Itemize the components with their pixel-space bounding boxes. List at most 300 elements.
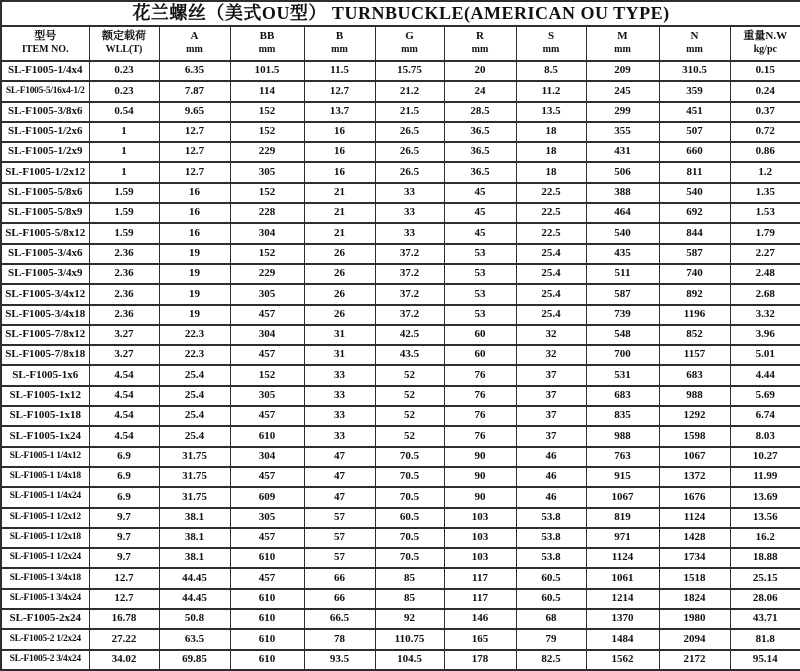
cell-r: 90 bbox=[444, 447, 516, 467]
cell-item: SL-F1005-1 1/4x24 bbox=[1, 487, 89, 507]
cell-r: 28.5 bbox=[444, 102, 516, 122]
table-row bbox=[1, 325, 800, 345]
cell-nw: 5.01 bbox=[730, 345, 800, 365]
cell-a: 19 bbox=[159, 264, 230, 284]
cell-r: 36.5 bbox=[444, 142, 516, 162]
cell-b: 21 bbox=[304, 203, 375, 223]
cell-s: 53.8 bbox=[516, 508, 586, 528]
cell-b: 16 bbox=[304, 162, 375, 182]
cell-r: 45 bbox=[444, 183, 516, 203]
cell-wll: 4.54 bbox=[89, 365, 159, 385]
cell-bb: 610 bbox=[230, 426, 304, 446]
cell-wll: 4.54 bbox=[89, 386, 159, 406]
cell-item: SL-F1005-1x18 bbox=[1, 406, 89, 426]
cell-item: SL-F1005-1/2x6 bbox=[1, 122, 89, 142]
cell-g: 70.5 bbox=[375, 487, 444, 507]
cell-s: 37 bbox=[516, 365, 586, 385]
cell-bb: 304 bbox=[230, 223, 304, 243]
cell-nw: 0.24 bbox=[730, 81, 800, 101]
column-header-unit-label: kg/pc bbox=[753, 44, 777, 56]
cell-wll: 3.27 bbox=[89, 345, 159, 365]
column-header-unit-label: mm bbox=[542, 44, 560, 56]
cell-s: 25.4 bbox=[516, 264, 586, 284]
cell-bb: 304 bbox=[230, 325, 304, 345]
cell-s: 8.5 bbox=[516, 61, 586, 81]
cell-a: 16 bbox=[159, 183, 230, 203]
cell-b: 47 bbox=[304, 447, 375, 467]
cell-g: 70.5 bbox=[375, 528, 444, 548]
table-row bbox=[1, 183, 800, 203]
cell-item: SL-F1005-3/4x12 bbox=[1, 284, 89, 304]
cell-wll: 6.9 bbox=[89, 447, 159, 467]
cell-a: 25.4 bbox=[159, 386, 230, 406]
cell-nw: 13.56 bbox=[730, 508, 800, 528]
cell-m: 1124 bbox=[586, 548, 659, 568]
cell-r: 60 bbox=[444, 345, 516, 365]
cell-g: 37.2 bbox=[375, 244, 444, 264]
cell-a: 69.85 bbox=[159, 650, 230, 670]
cell-item: SL-F1005-3/4x9 bbox=[1, 264, 89, 284]
cell-wll: 9.7 bbox=[89, 508, 159, 528]
cell-g: 85 bbox=[375, 589, 444, 609]
cell-s: 13.5 bbox=[516, 102, 586, 122]
cell-s: 22.5 bbox=[516, 203, 586, 223]
cell-n: 1067 bbox=[659, 447, 730, 467]
cell-n: 507 bbox=[659, 122, 730, 142]
cell-n: 1428 bbox=[659, 528, 730, 548]
column-header-top-label: 型号 bbox=[34, 30, 57, 43]
column-header-top-label: 重量N.W bbox=[743, 30, 788, 43]
cell-wll: 1.59 bbox=[89, 223, 159, 243]
cell-n: 1292 bbox=[659, 406, 730, 426]
cell-bb: 152 bbox=[230, 183, 304, 203]
cell-wll: 2.36 bbox=[89, 284, 159, 304]
cell-b: 31 bbox=[304, 325, 375, 345]
cell-r: 90 bbox=[444, 467, 516, 487]
cell-wll: 12.7 bbox=[89, 568, 159, 588]
cell-g: 37.2 bbox=[375, 284, 444, 304]
cell-g: 33 bbox=[375, 223, 444, 243]
table-row bbox=[1, 365, 800, 385]
column-header-unit-label: mm bbox=[401, 44, 418, 56]
table-row bbox=[1, 609, 800, 629]
cell-bb: 610 bbox=[230, 589, 304, 609]
cell-bb: 152 bbox=[230, 244, 304, 264]
cell-r: 53 bbox=[444, 305, 516, 325]
cell-m: 915 bbox=[586, 467, 659, 487]
cell-bb: 228 bbox=[230, 203, 304, 223]
cell-b: 26 bbox=[304, 244, 375, 264]
cell-item: SL-F1005-1 3/4x18 bbox=[1, 568, 89, 588]
cell-item: SL-F1005-1x12 bbox=[1, 386, 89, 406]
cell-item: SL-F1005-3/4x6 bbox=[1, 244, 89, 264]
cell-n: 1124 bbox=[659, 508, 730, 528]
cell-a: 22.3 bbox=[159, 325, 230, 345]
table-row bbox=[1, 203, 800, 223]
cell-g: 52 bbox=[375, 426, 444, 446]
column-header-top-label: 额定载荷 bbox=[102, 30, 146, 43]
cell-g: 70.5 bbox=[375, 467, 444, 487]
cell-wll: 34.02 bbox=[89, 650, 159, 670]
column-header-unit-label: mm bbox=[614, 44, 631, 56]
cell-r: 45 bbox=[444, 223, 516, 243]
cell-m: 464 bbox=[586, 203, 659, 223]
cell-nw: 95.14 bbox=[730, 650, 800, 670]
cell-r: 53 bbox=[444, 244, 516, 264]
table-row bbox=[1, 650, 800, 670]
cell-g: 26.5 bbox=[375, 122, 444, 142]
cell-nw: 11.99 bbox=[730, 467, 800, 487]
cell-nw: 0.15 bbox=[730, 61, 800, 81]
cell-wll: 27.22 bbox=[89, 629, 159, 649]
column-header-unit-label: mm bbox=[471, 44, 489, 56]
cell-a: 19 bbox=[159, 305, 230, 325]
cell-a: 31.75 bbox=[159, 487, 230, 507]
cell-wll: 12.7 bbox=[89, 589, 159, 609]
cell-b: 57 bbox=[304, 548, 375, 568]
column-header-item bbox=[1, 26, 89, 61]
table-row bbox=[1, 568, 800, 588]
cell-wll: 0.23 bbox=[89, 81, 159, 101]
cell-g: 33 bbox=[375, 183, 444, 203]
column-header-a bbox=[159, 26, 230, 61]
cell-n: 692 bbox=[659, 203, 730, 223]
cell-a: 25.4 bbox=[159, 426, 230, 446]
cell-s: 37 bbox=[516, 406, 586, 426]
cell-s: 37 bbox=[516, 386, 586, 406]
cell-bb: 609 bbox=[230, 487, 304, 507]
cell-item: SL-F1005-1 1/4x18 bbox=[1, 467, 89, 487]
cell-m: 700 bbox=[586, 345, 659, 365]
cell-wll: 1.59 bbox=[89, 203, 159, 223]
table-row bbox=[1, 81, 800, 101]
cell-n: 1372 bbox=[659, 467, 730, 487]
cell-b: 13.7 bbox=[304, 102, 375, 122]
cell-b: 26 bbox=[304, 284, 375, 304]
cell-m: 431 bbox=[586, 142, 659, 162]
cell-s: 22.5 bbox=[516, 183, 586, 203]
cell-item: SL-F1005-2x24 bbox=[1, 609, 89, 629]
cell-a: 31.75 bbox=[159, 447, 230, 467]
cell-g: 104.5 bbox=[375, 650, 444, 670]
table-row bbox=[1, 162, 800, 182]
cell-nw: 81.8 bbox=[730, 629, 800, 649]
cell-b: 47 bbox=[304, 487, 375, 507]
cell-nw: 0.37 bbox=[730, 102, 800, 122]
cell-b: 16 bbox=[304, 142, 375, 162]
cell-bb: 152 bbox=[230, 122, 304, 142]
cell-g: 26.5 bbox=[375, 142, 444, 162]
cell-b: 12.7 bbox=[304, 81, 375, 101]
cell-m: 388 bbox=[586, 183, 659, 203]
cell-b: 33 bbox=[304, 406, 375, 426]
table-row bbox=[1, 305, 800, 325]
cell-b: 47 bbox=[304, 467, 375, 487]
column-header-top-label: M bbox=[617, 30, 628, 43]
cell-nw: 4.44 bbox=[730, 365, 800, 385]
cell-s: 25.4 bbox=[516, 244, 586, 264]
cell-wll: 9.7 bbox=[89, 548, 159, 568]
cell-n: 844 bbox=[659, 223, 730, 243]
cell-r: 60 bbox=[444, 325, 516, 345]
cell-g: 52 bbox=[375, 406, 444, 426]
table-row bbox=[1, 284, 800, 304]
cell-n: 1196 bbox=[659, 305, 730, 325]
cell-m: 1214 bbox=[586, 589, 659, 609]
cell-n: 660 bbox=[659, 142, 730, 162]
cell-bb: 610 bbox=[230, 629, 304, 649]
cell-g: 37.2 bbox=[375, 264, 444, 284]
cell-wll: 4.54 bbox=[89, 406, 159, 426]
cell-wll: 1 bbox=[89, 122, 159, 142]
cell-m: 435 bbox=[586, 244, 659, 264]
cell-n: 740 bbox=[659, 264, 730, 284]
cell-r: 103 bbox=[444, 508, 516, 528]
cell-nw: 43.71 bbox=[730, 609, 800, 629]
cell-item: SL-F1005-1/2x12 bbox=[1, 162, 89, 182]
column-header-nw bbox=[730, 26, 800, 61]
cell-nw: 1.2 bbox=[730, 162, 800, 182]
title-row bbox=[1, 1, 800, 26]
cell-r: 165 bbox=[444, 629, 516, 649]
column-header-top-label: R bbox=[476, 30, 484, 43]
table-row bbox=[1, 142, 800, 162]
cell-nw: 16.2 bbox=[730, 528, 800, 548]
column-header-unit-label: mm bbox=[186, 44, 203, 56]
table-body bbox=[1, 61, 800, 670]
cell-g: 70.5 bbox=[375, 548, 444, 568]
cell-m: 209 bbox=[586, 61, 659, 81]
cell-bb: 101.5 bbox=[230, 61, 304, 81]
cell-nw: 25.15 bbox=[730, 568, 800, 588]
cell-r: 53 bbox=[444, 284, 516, 304]
cell-wll: 9.7 bbox=[89, 528, 159, 548]
cell-r: 103 bbox=[444, 548, 516, 568]
table-row bbox=[1, 589, 800, 609]
cell-b: 21 bbox=[304, 183, 375, 203]
cell-g: 110.75 bbox=[375, 629, 444, 649]
cell-s: 53.8 bbox=[516, 528, 586, 548]
column-header-unit-label: mm bbox=[686, 44, 703, 56]
cell-r: 76 bbox=[444, 426, 516, 446]
page-title: 花兰螺丝（美式OU型） TURNBUCKLE(AMERICAN OU TYPE) bbox=[1, 1, 800, 26]
cell-bb: 305 bbox=[230, 508, 304, 528]
cell-n: 1980 bbox=[659, 609, 730, 629]
cell-r: 103 bbox=[444, 528, 516, 548]
table-row bbox=[1, 386, 800, 406]
column-header-unit-label: mm bbox=[331, 44, 348, 56]
cell-wll: 6.9 bbox=[89, 487, 159, 507]
cell-n: 1157 bbox=[659, 345, 730, 365]
column-header-s bbox=[516, 26, 586, 61]
cell-a: 12.7 bbox=[159, 162, 230, 182]
cell-a: 25.4 bbox=[159, 406, 230, 426]
cell-item: SL-F1005-1 1/2x18 bbox=[1, 528, 89, 548]
cell-g: 52 bbox=[375, 365, 444, 385]
cell-s: 37 bbox=[516, 426, 586, 446]
cell-a: 44.45 bbox=[159, 589, 230, 609]
cell-m: 763 bbox=[586, 447, 659, 467]
cell-g: 37.2 bbox=[375, 305, 444, 325]
cell-item: SL-F1005-5/8x12 bbox=[1, 223, 89, 243]
cell-n: 540 bbox=[659, 183, 730, 203]
cell-m: 1562 bbox=[586, 650, 659, 670]
cell-bb: 305 bbox=[230, 162, 304, 182]
column-header-n bbox=[659, 26, 730, 61]
cell-a: 22.3 bbox=[159, 345, 230, 365]
cell-s: 46 bbox=[516, 447, 586, 467]
cell-a: 19 bbox=[159, 284, 230, 304]
cell-a: 63.5 bbox=[159, 629, 230, 649]
table-row bbox=[1, 548, 800, 568]
cell-bb: 610 bbox=[230, 650, 304, 670]
cell-s: 46 bbox=[516, 467, 586, 487]
cell-a: 16 bbox=[159, 223, 230, 243]
cell-b: 57 bbox=[304, 528, 375, 548]
cell-nw: 10.27 bbox=[730, 447, 800, 467]
cell-m: 587 bbox=[586, 284, 659, 304]
cell-n: 1676 bbox=[659, 487, 730, 507]
cell-r: 45 bbox=[444, 203, 516, 223]
table-row bbox=[1, 61, 800, 81]
cell-a: 6.35 bbox=[159, 61, 230, 81]
cell-bb: 114 bbox=[230, 81, 304, 101]
cell-item: SL-F1005-7/8x18 bbox=[1, 345, 89, 365]
cell-nw: 2.27 bbox=[730, 244, 800, 264]
cell-bb: 305 bbox=[230, 386, 304, 406]
cell-nw: 0.72 bbox=[730, 122, 800, 142]
cell-s: 32 bbox=[516, 325, 586, 345]
cell-bb: 457 bbox=[230, 528, 304, 548]
column-header-top-label: A bbox=[190, 30, 199, 43]
cell-item: SL-F1005-1 1/4x12 bbox=[1, 447, 89, 467]
table-row bbox=[1, 406, 800, 426]
cell-g: 52 bbox=[375, 386, 444, 406]
column-header-wll bbox=[89, 26, 159, 61]
cell-nw: 13.69 bbox=[730, 487, 800, 507]
cell-m: 739 bbox=[586, 305, 659, 325]
cell-r: 146 bbox=[444, 609, 516, 629]
cell-r: 24 bbox=[444, 81, 516, 101]
cell-r: 53 bbox=[444, 264, 516, 284]
cell-a: 9.65 bbox=[159, 102, 230, 122]
cell-m: 988 bbox=[586, 426, 659, 446]
cell-b: 11.5 bbox=[304, 61, 375, 81]
table-row bbox=[1, 447, 800, 467]
cell-b: 57 bbox=[304, 508, 375, 528]
cell-r: 36.5 bbox=[444, 122, 516, 142]
cell-b: 16 bbox=[304, 122, 375, 142]
cell-s: 18 bbox=[516, 122, 586, 142]
cell-r: 20 bbox=[444, 61, 516, 81]
cell-a: 16 bbox=[159, 203, 230, 223]
column-header-top-label: N bbox=[690, 30, 699, 43]
cell-r: 117 bbox=[444, 589, 516, 609]
cell-wll: 0.23 bbox=[89, 61, 159, 81]
cell-n: 2094 bbox=[659, 629, 730, 649]
column-header-bb bbox=[230, 26, 304, 61]
column-header-top-label: BB bbox=[259, 30, 275, 43]
cell-nw: 8.03 bbox=[730, 426, 800, 446]
cell-s: 22.5 bbox=[516, 223, 586, 243]
table-row bbox=[1, 426, 800, 446]
cell-wll: 2.36 bbox=[89, 244, 159, 264]
cell-g: 43.5 bbox=[375, 345, 444, 365]
cell-r: 117 bbox=[444, 568, 516, 588]
cell-s: 32 bbox=[516, 345, 586, 365]
cell-nw: 2.48 bbox=[730, 264, 800, 284]
cell-nw: 1.35 bbox=[730, 183, 800, 203]
cell-nw: 0.86 bbox=[730, 142, 800, 162]
table-header bbox=[1, 1, 800, 61]
cell-item: SL-F1005-1/4x4 bbox=[1, 61, 89, 81]
cell-b: 93.5 bbox=[304, 650, 375, 670]
cell-n: 310.5 bbox=[659, 61, 730, 81]
cell-r: 76 bbox=[444, 406, 516, 426]
cell-g: 60.5 bbox=[375, 508, 444, 528]
table-row bbox=[1, 244, 800, 264]
cell-a: 19 bbox=[159, 244, 230, 264]
table-row bbox=[1, 264, 800, 284]
table-row bbox=[1, 528, 800, 548]
cell-item: SL-F1005-1x24 bbox=[1, 426, 89, 446]
column-header-row bbox=[1, 26, 800, 61]
cell-item: SL-F1005-5/16x4-1/2 bbox=[1, 81, 89, 101]
table-row bbox=[1, 102, 800, 122]
cell-a: 7.87 bbox=[159, 81, 230, 101]
table-row bbox=[1, 487, 800, 507]
cell-n: 683 bbox=[659, 365, 730, 385]
table-row bbox=[1, 223, 800, 243]
cell-r: 36.5 bbox=[444, 162, 516, 182]
cell-bb: 457 bbox=[230, 305, 304, 325]
cell-g: 33 bbox=[375, 203, 444, 223]
table-row bbox=[1, 629, 800, 649]
cell-a: 38.1 bbox=[159, 548, 230, 568]
cell-r: 178 bbox=[444, 650, 516, 670]
cell-m: 531 bbox=[586, 365, 659, 385]
column-header-g bbox=[375, 26, 444, 61]
cell-wll: 0.54 bbox=[89, 102, 159, 122]
cell-n: 1824 bbox=[659, 589, 730, 609]
column-header-unit-label: ITEM NO. bbox=[21, 44, 69, 56]
cell-bb: 610 bbox=[230, 609, 304, 629]
cell-n: 1734 bbox=[659, 548, 730, 568]
column-header-top-label: G bbox=[405, 30, 414, 43]
cell-g: 92 bbox=[375, 609, 444, 629]
cell-wll: 4.54 bbox=[89, 426, 159, 446]
cell-b: 26 bbox=[304, 305, 375, 325]
cell-s: 18 bbox=[516, 142, 586, 162]
cell-g: 85 bbox=[375, 568, 444, 588]
cell-s: 46 bbox=[516, 487, 586, 507]
cell-s: 79 bbox=[516, 629, 586, 649]
cell-nw: 6.74 bbox=[730, 406, 800, 426]
cell-b: 66 bbox=[304, 589, 375, 609]
column-header-m bbox=[586, 26, 659, 61]
cell-a: 50.8 bbox=[159, 609, 230, 629]
cell-nw: 18.88 bbox=[730, 548, 800, 568]
cell-wll: 16.78 bbox=[89, 609, 159, 629]
cell-m: 971 bbox=[586, 528, 659, 548]
cell-bb: 457 bbox=[230, 345, 304, 365]
cell-n: 587 bbox=[659, 244, 730, 264]
cell-m: 299 bbox=[586, 102, 659, 122]
cell-n: 852 bbox=[659, 325, 730, 345]
cell-a: 31.75 bbox=[159, 467, 230, 487]
cell-item: SL-F1005-1 1/2x24 bbox=[1, 548, 89, 568]
cell-a: 44.45 bbox=[159, 568, 230, 588]
